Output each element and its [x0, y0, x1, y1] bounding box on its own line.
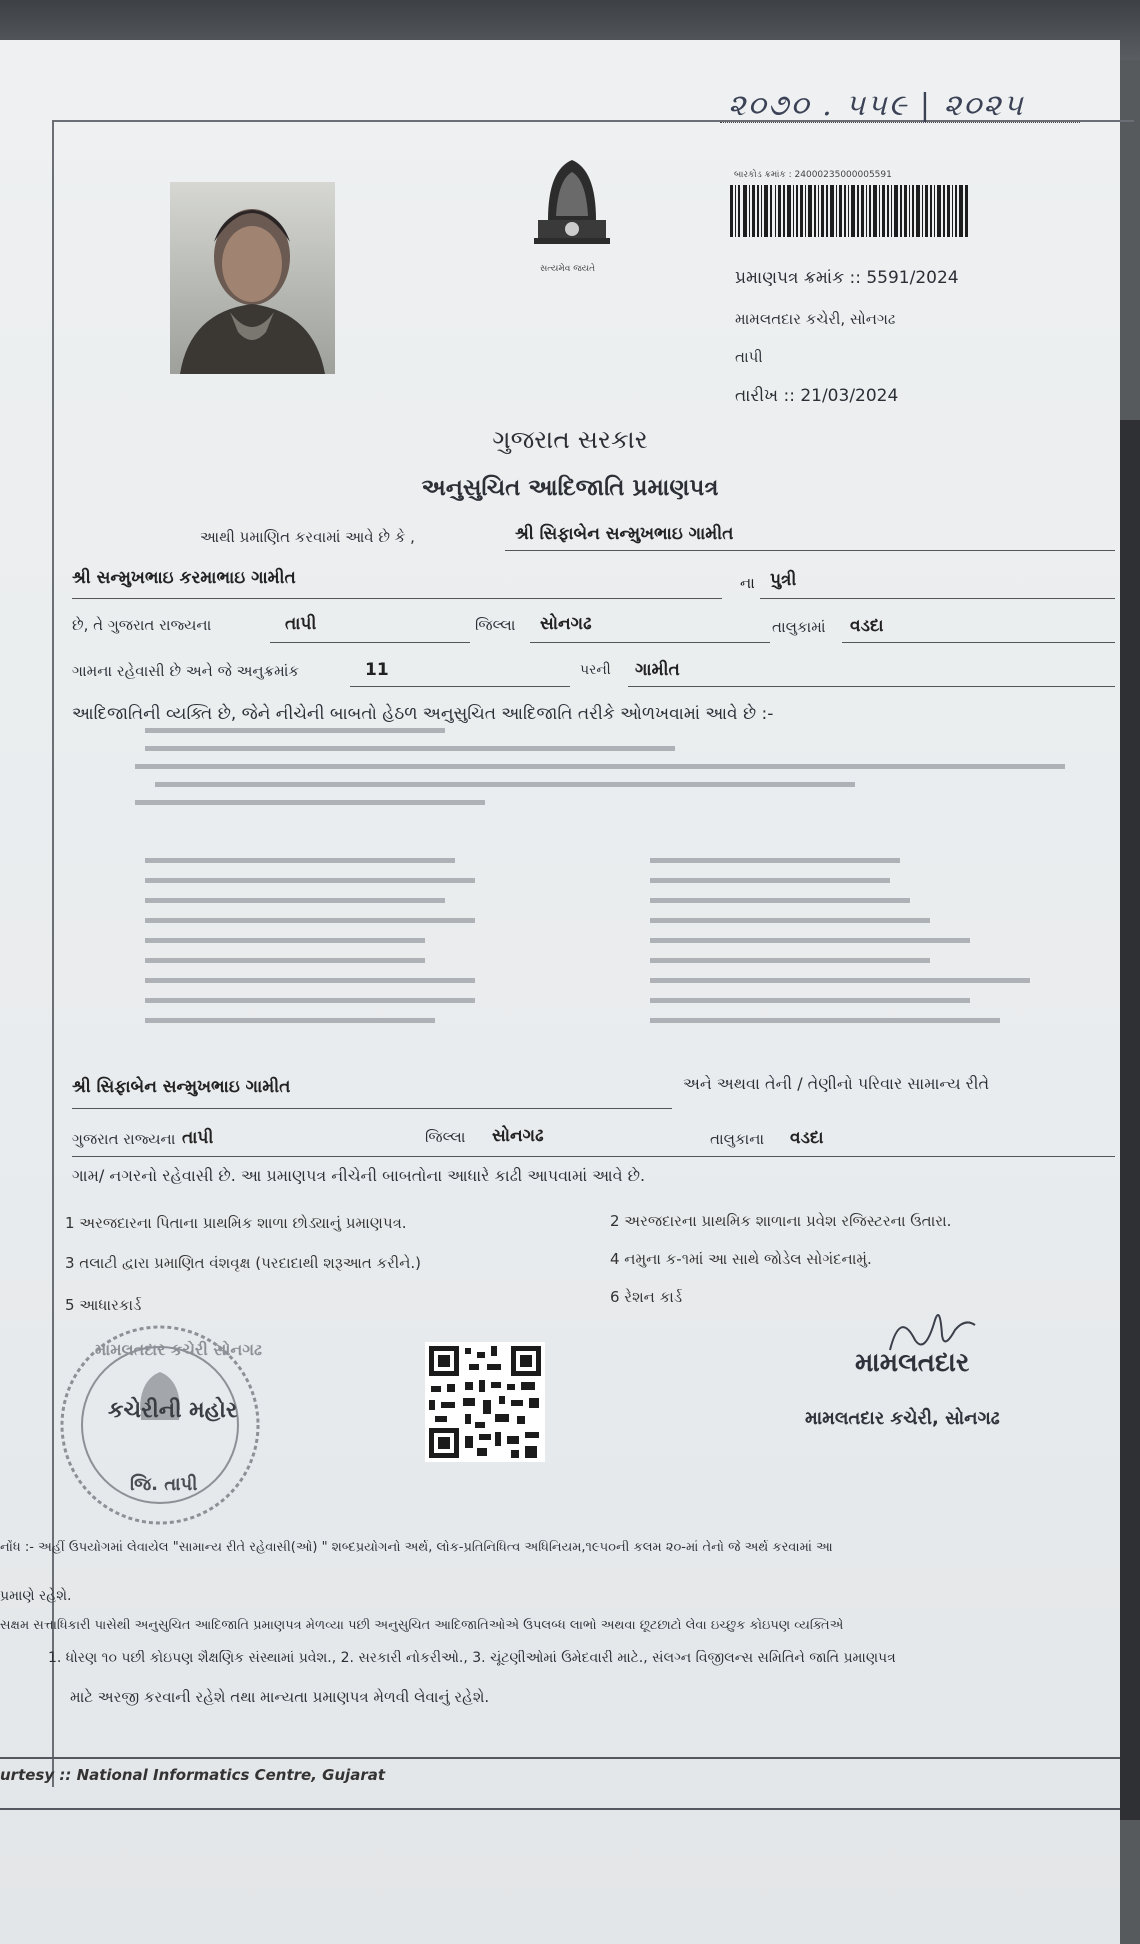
caste-value: ગામીત: [635, 660, 680, 680]
national-emblem: [528, 150, 616, 260]
document-6: 6 રેશન કાર્ડ: [610, 1288, 683, 1306]
applicant-photo: [170, 182, 335, 374]
note-line-2: પ્રમાણે રહેશે.: [0, 1588, 72, 1604]
legal-references-block: [120, 728, 1080, 1038]
caste-prefix: પરની: [580, 662, 611, 678]
caste-underline: [628, 686, 1115, 687]
district2-underline: [530, 642, 770, 643]
document-3: 3 તલાટી દ્વારા પ્રમાણિત વંશવૃક્ષ (પરદાદાથી શરૂઆત કરીને.): [65, 1254, 422, 1272]
district3-value: સોનગઢ: [492, 1126, 544, 1146]
recognized-text: આદિજાતિની વ્યક્તિ છે, જેને નીચેની બાબતો હેઠળ અનુસુચિત આદિજાતિ તરીકે ઓળખવામાં આવે છે :-: [72, 704, 774, 724]
family-text: અને અથવા તેની / તેણીનો પરિવાર સામાન્ય રીતે: [683, 1074, 990, 1093]
taluka2-value: વડદા: [790, 1128, 824, 1148]
document-4: 4 નમુના ક-૧માં આ સાથે જોડેલ સોગંદનામું.: [610, 1250, 872, 1268]
district2-value: સોનગઢ: [540, 614, 592, 634]
issue-date: તારીખ :: 21/03/2024: [735, 386, 899, 406]
certificate-number: પ્રમાણપત્ર ક્રમાંક :: 5591/2024: [735, 268, 959, 288]
state2-label: ગુજરાત રાજ્યના: [72, 1130, 176, 1148]
government-title: ગુજરાત સરકાર: [492, 425, 648, 454]
candidate-underline: [505, 550, 1115, 551]
taluka2-label: તાલુકાના: [710, 1130, 765, 1148]
reference-underline: [720, 122, 1080, 123]
seal-ring-text: મામલતદાર કચેરી સોનગઢ: [95, 1340, 262, 1359]
village-prefix: ગામના રહેવાસી છે અને જે અનુક્રમાંક: [72, 662, 300, 680]
taluka-underline: [842, 642, 1115, 643]
basis-text: ગામ/ નગરનો રહેવાસી છે. આ પ્રમાણપત્ર નીચેની બાબતોના આધારે કાઢી આપવામાં આવે છે.: [72, 1166, 646, 1185]
candidate-name: શ્રી સિફાબેન સન્મુખભાઇ ગામીત: [515, 524, 734, 544]
serial-underline: [350, 686, 570, 687]
document-1: 1 અરજદારના પિતાના પ્રાથમિક શાળા છોડ્યાનું પ્રમાણપત્ર.: [65, 1214, 407, 1232]
father-underline: [72, 598, 722, 599]
issuing-office: મામલતદાર કચેરી, સોનગઢ: [735, 310, 896, 328]
taluka-value: વડદા: [850, 616, 884, 636]
signatory-office: મામલતદાર કચેરી, સોનગઢ: [805, 1408, 1000, 1429]
note-line-4: 1. ધોરણ ૧૦ પછી કોઇપણ શૈક્ષણિક સંસ્થામાં પ્રવેશ., 2. સરકારી નોકરીઓ., 3. ચૂંટણીઓમાં ઉમેદવારી માટે., સંલગ્ન વિજીલન્સ સમિતિને જાતિ પ્રમાણપત્ર: [48, 1650, 896, 1666]
relation: પુત્રી: [770, 570, 797, 590]
seal-bottom-text: જિ. તાપી: [130, 1474, 198, 1495]
document-5: 5 આધારકાર્ડ: [65, 1296, 142, 1314]
qr-code: [425, 1342, 545, 1462]
address-underline: [72, 1156, 1115, 1157]
state2-value: તાપી: [182, 1128, 214, 1148]
note-line-5: માટે અરજી કરવાની રહેશે તથા માન્યતા પ્રમાણપત્ર મેળવી લેવાનું રહેશે.: [70, 1688, 490, 1706]
state-prefix: છે, તે ગુજરાત રાજ્યના: [72, 616, 212, 634]
courtesy-footer: urtesy :: National Informatics Centre, Gujarat: [0, 1766, 386, 1784]
certify-lead: આથી પ્રમાણિત કરવામાં આવે છે કે ,: [200, 528, 415, 546]
footer-rule-top: [0, 1757, 1120, 1759]
barcode: [730, 185, 970, 237]
document-2: 2 અરજદારના પ્રાથમિક શાળાના પ્રવેશ રજિસ્ટરના ઉતારા.: [610, 1212, 952, 1230]
seal-center-text: કચેરીની મહોર: [108, 1398, 238, 1423]
district3-label: જિલ્લા: [425, 1128, 466, 1146]
signatory: મામલતદાર: [855, 1348, 970, 1378]
name-repeat-underline: [72, 1108, 672, 1109]
relation-underline: [760, 598, 1115, 599]
emblem-motto: સત્યમેવ જયતે: [540, 264, 596, 274]
note-line-3: સક્ષમ સત્તાધિકારી પાસેથી અનુસુચિત આદિજાતિ પ્રમાણપત્ર મેળવ્યા પછી અનુસુચિત આદિજાતિઓએ ઉપલબ્ધ લાભો અથવા છૂટછાટો લેવા ઇચ્છુક કોઇપણ વ્યક્તિએ: [0, 1618, 844, 1633]
office-district: તાપી: [735, 348, 763, 366]
barcode-label: બારકોડ ક્રમાંક : 24000235000005591: [734, 170, 892, 180]
of-label: ના: [740, 574, 755, 592]
name-repeat: શ્રી સિફાબેન સન્મુખભાઇ ગામીત: [72, 1077, 291, 1097]
footer-rule-bottom: [0, 1808, 1120, 1810]
district-label: જિલ્લા: [475, 616, 516, 634]
certificate-title: અનુસુચિત આદિજાતિ પ્રમાણપત્ર: [421, 475, 719, 501]
taluka-label: તાલુકામાં: [772, 618, 826, 636]
father-name: શ્રી સન્મુખભાઇ કરમાભાઇ ગામીત: [72, 568, 296, 588]
district-value: તાપી: [285, 614, 317, 634]
note-line-1: નોંધ :- અહીં ઉપયોગમાં લેવાયેલ "સામાન્ય રીતે રહેવાસી(ઓ) " શબ્દપ્રયોગનો અર્થ, લોક-પ્રતિનિધિત્વ અધિનિયમ,૧૯૫૦ની કલમ ૨૦-માં તેનો જે અર્થ કરવામાં આ: [0, 1540, 833, 1555]
handwritten-reference: ૨૦૭૦ . ૫૫૯ | ૨૦૨૫: [728, 88, 1025, 123]
district-underline: [270, 642, 470, 643]
serial-number: 11: [365, 660, 389, 680]
